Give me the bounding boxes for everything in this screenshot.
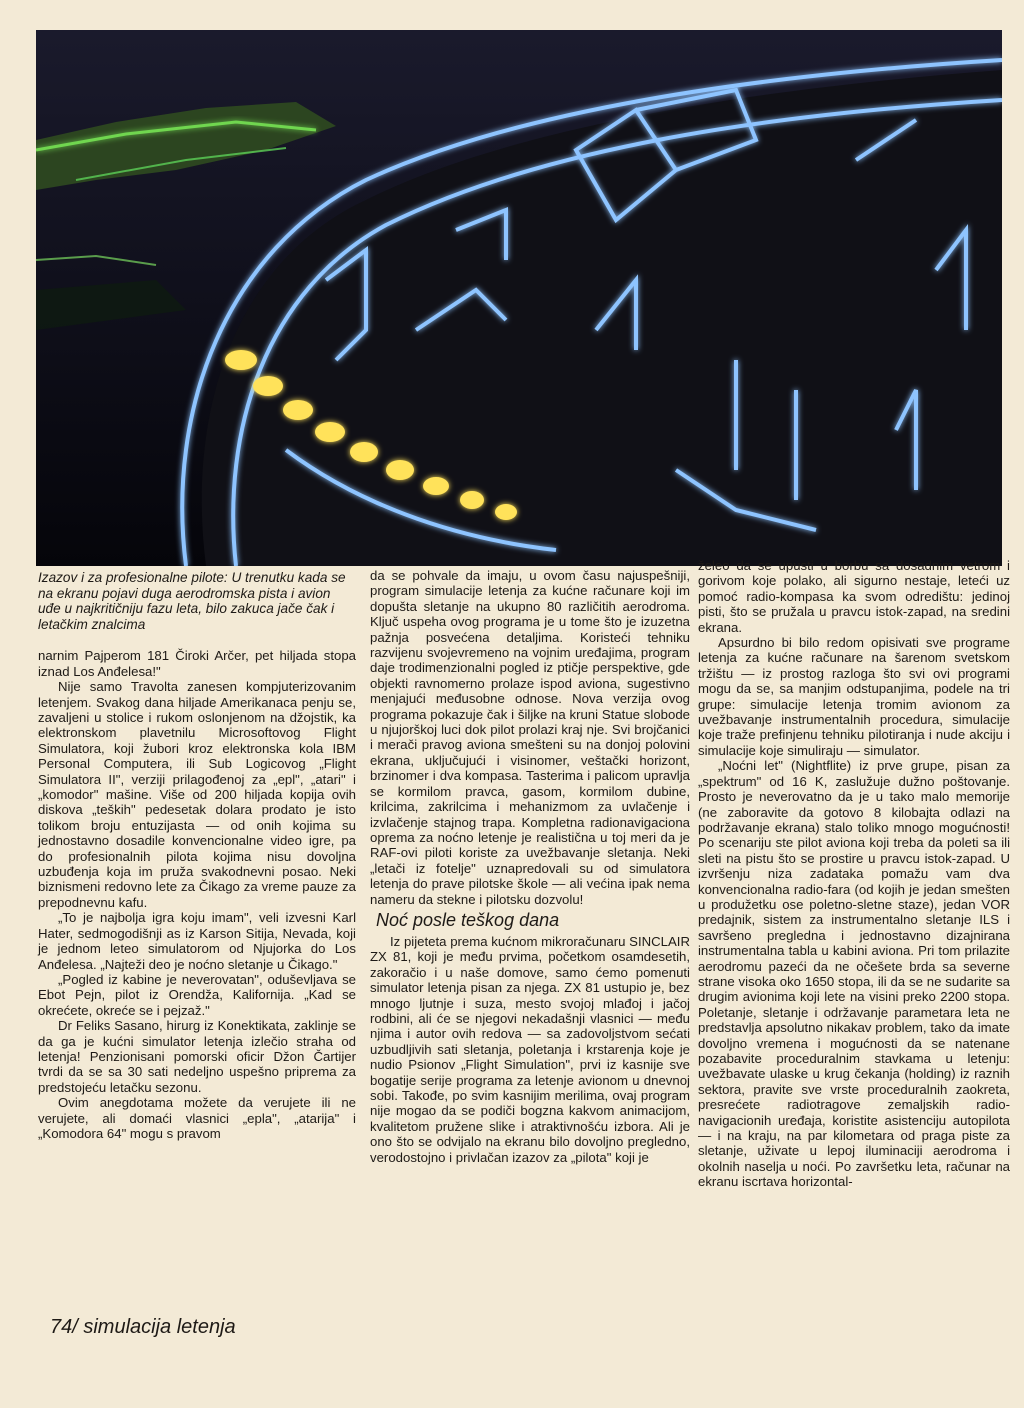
paragraph: narnim Pajperom 181 Čiroki Arčer, pet hiljada stopa iznad Los Anđelesa!" (38, 648, 356, 679)
paragraph: „Noćni let" (Nightflite) iz prve grupe, pisan za „spektrum" od 16 K, zaslužuje dužno poštovanje. Prosto je neverovatno da je u tako malo memorije (ne zaboravite da gotovo 8 kilobajta odlazi na podržavanje ekrana) stalo toliko mnogo mogućnosti! Po scenariju ste pilot aviona koji treba da poleti sa ili sleti na pistu što se prostire u pravcu istok-zapad. U izvršenju niza zadataka pomažu vam dva konvencionalna radio-fara (od kojih je jedan smešten u produžetku ose poletno-sletne staze), jedan VOR predajnik, sistem za instrumentalno sletanje ILS i savršeno pregledna i jednostavno dizajnirana instrumentalna tabla u kabini aviona. Pri tom prilazite aerodromu pazeći da ne očešete brda sa severne strane visoka oko 1650 stopa, ili da se ne sudarite sa drugim avionima koji lete na visini preko 2200 stopa. Poletanje, sletanje i održavanje parametara leta ne predstavlja apsolutno nikakav problem, tako da imate dovoljno vremena i mogućnosti da se natenane pozabavite proceduralnim stavkama u letenju: uvežbavate ulaske u krug čekanja (holding) iz raznih sektora, pravite sve vrste proceduralnih zaokreta, presrećete radiotragove zemaljskih radio-navigacionih uređaja, koristite asistenciju autopilota — i na kraju, na par kilometara od praga piste za sletanje, uživate u lepoj iluminaciji aerodroma i okolnih naselja u noći. Po završetku leta, računar na ekranu iscrtava horizontal- (698, 758, 1010, 1190)
paragraph: Nije samo Travolta zanesen kompjuterizovanim letenjem. Svakog dana hiljade Amerikanaca penju se, zavaljeni u stolice i rukom oslonjenom na džojstik, ka elektronskom plavetnilu Microsoftovog Flight Simulatora, koji žubori kroz elektronska kola IBM Personal Computera, ili Sub Logicovog „Flight Simulatora II", verziji prilagođenoj za „epl", „atari" i „komodor" mašine. Više od 200 hiljada kopija ovih diskova „teških" pedesetak dolara prodato je isto tolikom broju entuzijasta — od onih kojima su jednostavno dosadile konvencionalne video igre, pa do profesionalnih pilota kojima nisu dovoljna uzbuđenja koja im pruža svakodnevni posao. Neki biznismeni redovno lete za Čikago za vreme pauze za prepodnevnu kafu. (38, 679, 356, 910)
text-column-1 (38, 570, 356, 1141)
paragraph: Apsurdno bi bilo redom opisivati sve programe letenja za kućne računare na šarenom svetskom tržištu — iz prostog razloga što svi ovi programi mogu da se, sa manjim odstupanjima, podele na tri grupe: simulacije letenja tromim avionom za uvežbavanje instrumentalnih procedura, simulacije koje traže prefinjenu tehniku pilotiranja i nude akciju i simulacije koje simuliraju — simulator. (698, 635, 1010, 758)
page-footer: 74/ simulacija letenja (50, 1316, 236, 1338)
illustration-caption: Izazov i za profesionalne pilote: U trenutku kada se na ekranu pojavi duga aerodromska pista i avion uđe u najkritičniju fazu leta, bilo zakuca jače čak i letačkim znalcima (38, 570, 346, 632)
illustration-svg (36, 30, 1002, 566)
text-column-3 (698, 558, 1010, 1190)
paragraph: „To je najbolja igra koju imam", veli izvesni Karl Hater, sedmogodišnji as iz Karson Sitija, Nevada, koji je jednom leteo simulatorom od Njujorka do Los Anđelesa. „Najteži deo je noćno sletanje u Čikago." (38, 910, 356, 972)
text-column-2 (370, 568, 690, 1165)
paragraph: „Pogled iz kabine je neverovatan", oduševljava se Ebot Pejn, pilot iz Orendža, Kalifornija. „Kad se okrećete, okreće se i pejzaž." (38, 971, 356, 1018)
paragraph: Dr Feliks Sasano, hirurg iz Konektikata, zaklinje se da ga je kućni simulator letenja izlečio straha od letenja! Penzionisani pomorski oficir Džon Čartijer tvrdi da se sa 30 sati nedeljno uspešno priprema za predstojeću letačku sezonu. (38, 1018, 356, 1095)
section-heading: Noć posle teškog dana (376, 909, 560, 930)
paragraph: Ovim anegdotama možete da verujete ili ne verujete, ali domaći vlasnici „epla", „atarija" i „Komodora 64" mogu s pravom (38, 1095, 356, 1141)
paragraph: Iz pijeteta prema kućnom mikroračunaru SINCLAIR ZX 81, koji je među prvima, početkom osamdesetih, zakoračio i u naše domove, samo ćemo pomenuti simulator letenja pisan za njega. ZX 81 ustupio je, bez mnogo ljutnje i suza, mesto svojoj mlađoj i jačoj rodbini, ali će se njegovi nekadašnji vlasnici — među njima i autor ovih redova — sa zadovoljstvom sećati uzbudljivih sati sletanja, poletanja i krstarenja koje je nudio Psionov „Flight Simulation", prvi iz kasnije sve bogatije serije programa za letenje avionom u dnevnoj sobi. Takođe, po svim kasnijim merilima, ovaj program nije mogao da se podiči bogzna kakvom animacijom, kvalitetom pružene slike i atraktivnošću izbora. Ali je ono što se odvijalo na ekranu bilo dovoljno pregledno, verodostojno i privlačan izazov za „pilota" koji je (370, 933, 690, 1165)
paragraph: da se pohvale da imaju, u ovom času najuspešniji, program simulacije letenja za kućne računare koji im dopušta sletanje na ukupno 80 različitih aerodroma. Ključ uspeha ovog programa je u tome što je izuzetna pažnja posvećena detaljima. Koristeći tehniku razvijenu svojevremeno na vojnim uređajima, program daje trodimenzionalni pogled iz ptičje perspektive, gde objekti ravnomerno prolaze ispod aviona, sugestivno menjajući međusobne odnose. Nova verzija ovog programa pokazuje čak i šiljke na kruni Statue slobode u njujorškoj luci dok pilot prolazi kraj nje. Svi brojčanici i merači pravog aviona smešteni su na donjoj polovini ekrana, uključujući i visinomer, veštački horizont, brzinomer i dva kompasa. Tasterima i palicom upravlja se kormilom pravca, gasom, kormilom dubine, krilcima, zakrilcima i mehanizmom za uvlačenje i izvlačenje stajnog trapa. Kompletna radionavigaciona oprema za noćno letenje je realistična u toj meri da je RAF-ovi piloti koriste za uvežbavanje sletanja. Neki „letači iz fotelje" uznapredovali su od simulatora letenja do prave pilotske škole — ali većina ipak nema nameru da stekne i pilotsku dozvolu! (370, 568, 690, 907)
paragraph: želeo da se upusti u borbu sa dosadnim vetrom i gorivom koje polako, ali sigurno nestaje, leteći uz pomoć radio-kompasa ka svom odredištu: jedinoj pisti, što se pružala u pravcu istok-zapad, na sredini ekrana. (698, 558, 1010, 635)
wireframe-aircraft-landing-illustration (36, 30, 1002, 566)
